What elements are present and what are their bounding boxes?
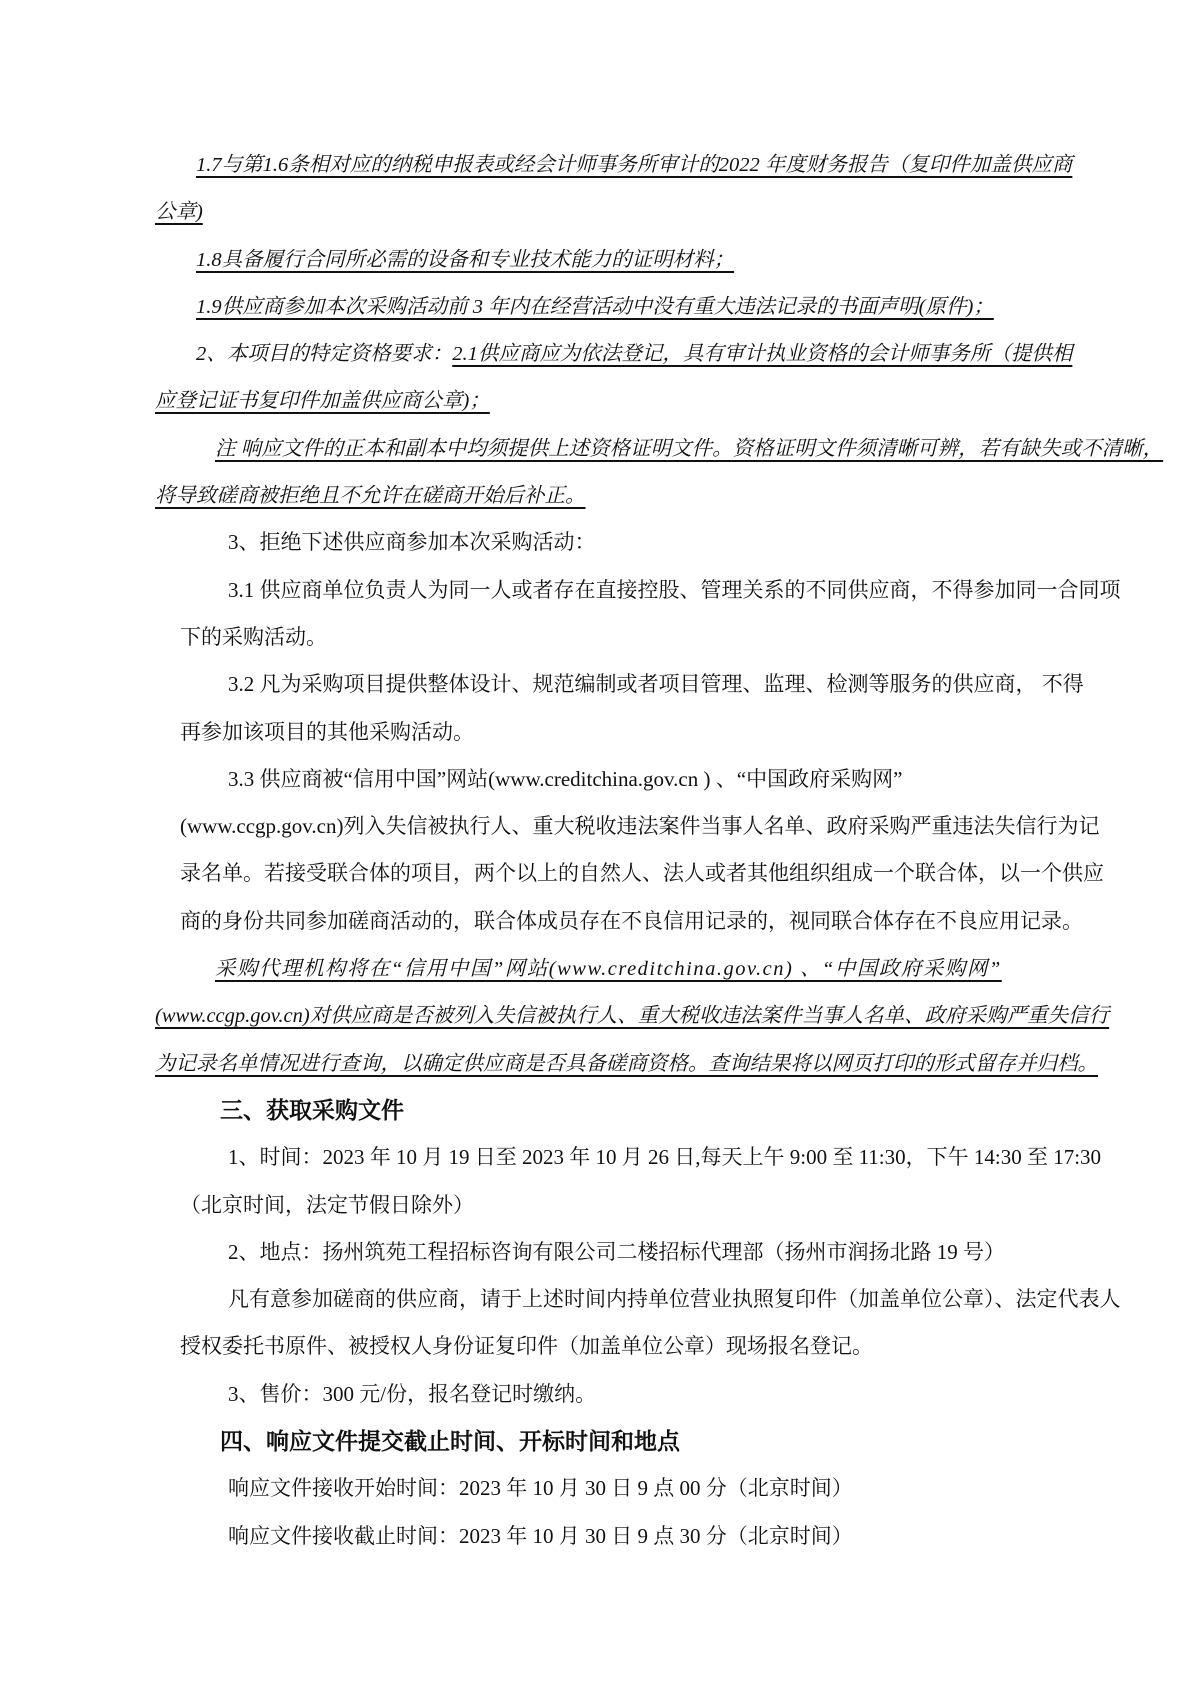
clause-3-3-line-4 — [180, 898, 1200, 945]
registration-requirements-line-1 — [228, 1276, 1200, 1323]
text-segment: 3、拒绝下述供应商参加本次采购活动： — [228, 530, 596, 555]
response-receive-deadline — [228, 1513, 1200, 1560]
obtain-docs-time-line-1 — [228, 1134, 1200, 1181]
note-line-2 — [155, 472, 1200, 519]
text-segment: 四、响应文件提交截止时间、开标时间和地点 — [220, 1428, 680, 1455]
text-segment: 响应文件接收开始时间：2023 年 10 月 30 日 9 点 00 分（北京时间） — [228, 1476, 853, 1501]
text-segment: 录名单。若接受联合体的项目，两个以上的自然人、法人或者其他组织组成一个联合体，以一个供应 — [180, 861, 1104, 886]
registration-requirements-line-2 — [180, 1323, 1200, 1370]
obtain-docs-time-line-2 — [180, 1182, 1200, 1229]
clause-3-intro — [228, 519, 1200, 566]
agency-credit-check-line-3 — [155, 1040, 1200, 1087]
agency-credit-check-line-1 — [215, 945, 1200, 992]
text-segment: (www.ccgp.gov.cn)对供应商是否被列入失信被执行人、重大税收违法案件当事人名单、政府采购严重失信行 — [155, 1005, 1110, 1028]
qualification-item-1-7-line-2 — [155, 188, 1200, 235]
clause-3-2-line-1 — [228, 661, 1200, 708]
text-segment: 三、获取采购文件 — [220, 1096, 404, 1123]
text-segment: (www.ccgp.gov.cn)列入失信被执行人、重大税收违法案件当事人名单、政府采购严重违法失信行为记 — [180, 814, 1100, 839]
text-segment: 下的采购活动。 — [180, 624, 327, 649]
qualification-item-1-9 — [196, 283, 1200, 330]
text-segment: 1.9供应商参加本次采购活动前 3 年内在经营活动中没有重大违法记录的书面声明(原件)； — [196, 295, 994, 318]
text-segment: 为记录名单情况进行查询，以确定供应商是否具备磋商资格。查询结果将以网页打印的形式留存并归档。 — [155, 1052, 1098, 1075]
text-segment: 应登记证书复印件加盖供应商公章)； — [155, 390, 490, 413]
text-segment: 1.7与第1.6条相对应的纳税申报表或经会计师事务所审计的2022 年度财务报告（复印件加盖供应商 — [196, 154, 1073, 176]
text-segment: 商的身份共同参加磋商活动的，联合体成员存在不良信用记录的，视同联合体存在不良应用记录。 — [180, 908, 1083, 933]
clause-3-1-line-1 — [228, 567, 1200, 614]
qualification-item-1-8 — [196, 236, 1200, 283]
text-segment: 3、售价：300 元/份，报名登记时缴纳。 — [228, 1381, 597, 1406]
text-segment: 2、地点：扬州筑苑工程招标咨询有限公司二楼招标代理部（扬州市润扬北路 19 号） — [228, 1239, 1005, 1264]
text-segment: 2.1供应商应为依法登记，具有审计执业资格的会计师事务所（提供相 — [452, 343, 1073, 366]
text-segment: 授权委托书原件、被授权人身份证复印件（加盖单位公章）现场报名登记。 — [180, 1334, 873, 1359]
clause-3-1-line-2 — [180, 614, 1200, 661]
text-segment: 公章) — [155, 201, 203, 224]
clause-3-3-line-3 — [180, 850, 1200, 897]
text-segment: 注 响应文件的正本和副本中均须提供上述资格证明文件。资格证明文件须清晰可辨，若有缺失或不清晰， — [215, 437, 1164, 460]
text-segment: 1.8具备履行合同所必需的设备和专业技术能力的证明材料； — [196, 248, 735, 271]
clause-3-3-line-1 — [228, 756, 1200, 803]
text-segment: 将导致磋商被拒绝且不允许在磋商开始后补正。 — [155, 485, 586, 508]
text-segment: 3.1 供应商单位负责人为同一人或者存在直接控股、管理关系的不同供应商，不得参加同一合同项 — [228, 577, 1121, 602]
text-segment: 再参加该项目的其他采购活动。 — [180, 719, 474, 744]
heading-section-3 — [220, 1087, 1200, 1134]
text-segment: （北京时间，法定节假日除外） — [180, 1192, 474, 1217]
qualification-item-1-7-line-1 — [196, 141, 1200, 188]
text-segment: 3.3 供应商被“信用中国”网站(www.creditchina.gov.cn ) 、“中国政府采购网” — [228, 766, 903, 791]
text-segment: 1、时间：2023 年 10 月 19 日至 2023 年 10 月 26 日,每天上午 9:00 至 11:30，下午 14:30 至 17:30 — [228, 1145, 1102, 1170]
text-segment: 采购代理机构将在“信用中国”网站(www.creditchina.gov.cn) 、“中国政府采购网” — [215, 958, 1002, 981]
text-segment: 2、本项目的特定资格要求： — [196, 343, 453, 366]
note-line-1 — [215, 425, 1200, 472]
obtain-docs-location — [228, 1229, 1200, 1276]
text-segment: 凡有意参加磋商的供应商，请于上述时间内持单位营业执照复印件（加盖单位公章）、法定代表人 — [228, 1287, 1121, 1312]
clause-3-2-line-2 — [180, 709, 1200, 756]
agency-credit-check-line-2 — [155, 992, 1200, 1039]
specific-qualification-line-2 — [155, 377, 1200, 424]
heading-section-4 — [220, 1418, 1200, 1465]
clause-3-3-line-2 — [180, 803, 1200, 850]
text-segment: 3.2 凡为采购项目提供整体设计、规范编制或者项目管理、监理、检测等服务的供应商， 不得 — [228, 672, 1084, 697]
text-segment: 响应文件接收截止时间：2023 年 10 月 30 日 9 点 30 分（北京时间） — [228, 1523, 853, 1548]
specific-qualification-line-1 — [196, 330, 1200, 377]
obtain-docs-price — [228, 1371, 1200, 1418]
response-receive-start-time — [228, 1465, 1200, 1512]
